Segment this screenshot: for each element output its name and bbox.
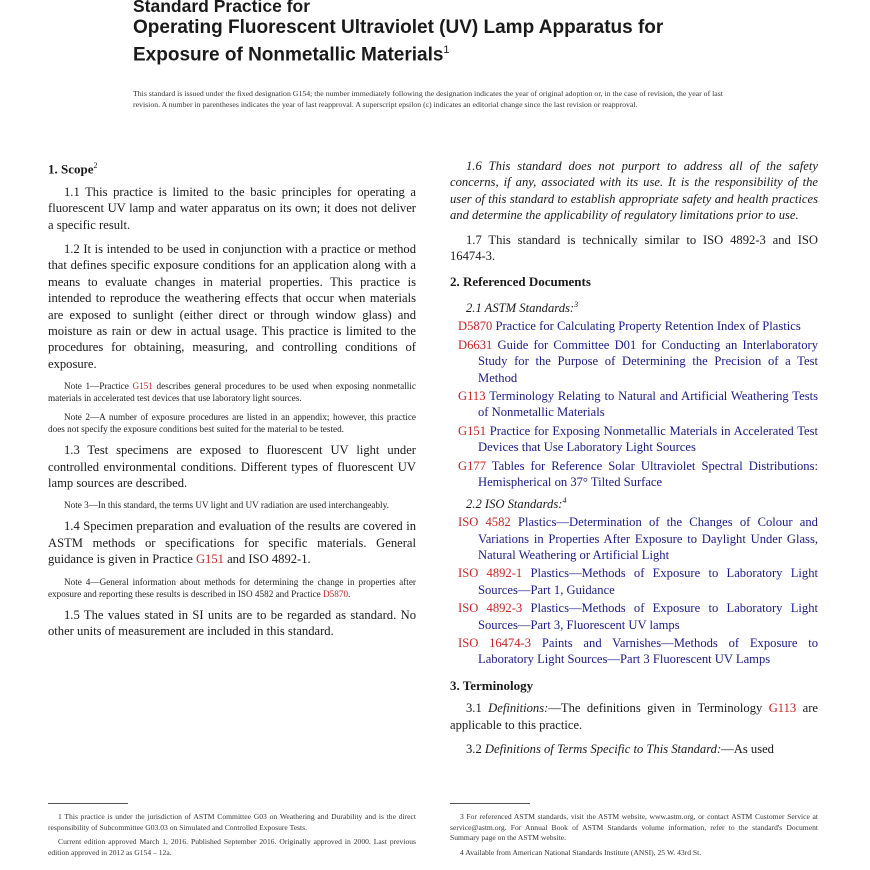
para-1-3: 1.3 Test specimens are exposed to fluorescent UV light under controlled environmental conditions. Different types of fluorescent UV lamp sources are described. (48, 443, 416, 491)
reference-item[interactable]: G151 Practice for Exposing Nonmetallic Materials in Accelerated Test Devices that Use Laboratory Light Sources (458, 423, 818, 455)
footnote-rule-right (450, 803, 530, 804)
ref-link-g113[interactable]: G113 (768, 701, 797, 716)
reference-item[interactable]: ISO 4892-3 Plastics—Methods of Exposure to Laboratory Light Sources—Part 3, Fluorescent UV lamps (458, 601, 819, 632)
ref-link-d5870[interactable]: D5870 (323, 588, 349, 599)
astm-reference-list (450, 318, 818, 490)
right-column (450, 158, 818, 765)
reference-item[interactable]: D5870 Practice for Calculating Property Retention Index of Plastics (458, 319, 801, 334)
footnotes-left (48, 812, 416, 862)
note-2: Note 2—A number of exposure procedures are listed in an appendix; however, this practice does not specify the exposure conditions best suited for the material to be tested. (48, 412, 416, 435)
para-3-1: 3.1 Definitions:—The definitions given in Terminology G113 are applicable to this practice. (450, 701, 818, 732)
para-1-5: 1.5 The values stated in SI units are to be regarded as standard. No other units of measurement are included in this standard. (48, 607, 416, 639)
note-4: Note 4—General information about methods for determining the change in properties after exposure and reporting these results is described in ISO 4582 and Practice D5870. (48, 576, 416, 599)
para-1-7: 1.7 This standard is technically similar to ISO 4892-3 and ISO 16474-3. (450, 232, 818, 264)
footnote-4: 4 Available from American National Standards Institute (ANSI), 25 W. 43rd St. (460, 847, 702, 857)
ref-link-g151[interactable]: G151 (132, 381, 153, 392)
reference-item[interactable]: G113 Terminology Relating to Natural and Artificial Weathering Tests of Nonmetallic Materials (458, 389, 819, 420)
left-column (48, 158, 416, 647)
para-1-1: 1.1 This practice is limited to the basic principles for operating a fluorescent UV lamp and water apparatus on its own; it does not deliver a specific result. (48, 184, 416, 232)
footnote-1: 1 This practice is under the jurisdiction of ASTM Committee G03 on Weathering and Durability and is the direct responsibility of Subcommittee G03.03 on Simulated and Controlled Exposure Tests. (48, 812, 416, 832)
footnote-1-edition: Current edition approved March 1, 2016. Published September 2016. Originally approved in 2000. Last previous edition approved in 2012 as G154 – 12a. (48, 837, 416, 857)
footnote-3: 3 For referenced ASTM standards, visit the ASTM website, www.astm.org, or contact ASTM Customer Service at service@astm.org. For Annual Book of ASTM Standards volume information, refer to the standard's Document Summary page on the ASTM website. (450, 812, 818, 842)
iso-standards-heading: 2.2 ISO Standards:$^4$ (466, 495, 567, 511)
ref-link-g151-b[interactable]: G151 (195, 552, 224, 567)
section-terminology-title: 3. Terminology (450, 677, 534, 693)
title-line-3: Exposure of Nonmetallic Materials$^1$ (133, 44, 450, 66)
reference-item[interactable]: ISO 4892-1 Plastics—Methods of Exposure to Laboratory Light Sources—Part 1, Guidance (458, 566, 819, 597)
preamble: This standard is issued under the fixed designation G154; the number immediately following the designation indicates the year of original adoption or, in the case of revision, the year of last revision. A number in parentheses indicates the year of last reapproval. A superscript epsilon (ε) indicates an editorial change since the last revision or reapproval. (133, 89, 723, 109)
section-referenced-documents-title: 2. Referenced Documents (450, 274, 591, 290)
title-line-1: Standard Practice for (133, 0, 310, 16)
footnote-rule-left (48, 803, 128, 804)
title-line-2: Operating Fluorescent Ultraviolet (UV) Lamp Apparatus for (133, 17, 664, 38)
reference-item[interactable]: D6631 Guide for Committee D01 for Conducting an Interlaboratory Study for the Purpose of Determining the Precision of a Test Method (458, 337, 818, 385)
iso-reference-list (450, 514, 818, 668)
note-3: Note 3—In this standard, the terms UV light and UV radiation are used interchangeably. (64, 500, 389, 511)
para-1-6: 1.6 This standard does not purport to address all of the safety concerns, if any, associated with its use. It is the responsibility of the user of this standard to establish appropriate safety and health practices and determine the applicability of regulatory limitations prior to use. (450, 159, 818, 223)
reference-item[interactable]: ISO 4582 Plastics—Determination of the Changes of Colour and Variations in Properties After Exposure to Daylight Under Glass, Natural Weathering or Artificial Light (458, 515, 818, 562)
section-scope-title: 1. Scope$^2$ (48, 161, 98, 177)
document-header (133, 0, 783, 66)
reference-item[interactable]: ISO 16474-3 Paints and Varnishes—Methods of Exposure to Laboratory Light Sources—Part 3 Fluorescent UV Lamps (458, 635, 819, 667)
note-1: Note 1—Practice G151 describes general procedures to be used when exposing nonmetallic materials in accelerated test devices that use laboratory light sources. (48, 381, 416, 404)
para-3-2: 3.2 Definitions of Terms Specific to This Standard:—As used (466, 741, 774, 756)
para-1-4: 1.4 Specimen preparation and evaluation of the results are covered in ASTM methods or specifications for specific materials. General guidance is given in Practice G151 and ISO 4892-1. (48, 519, 416, 567)
footnotes-right (450, 812, 818, 862)
para-1-2: 1.2 It is intended to be used in conjunction with a practice or method that defines specific exposure conditions for an application along with a means to evaluate changes in material properties. This practice is intended to reproduce the weathering effects that occur when materials are exposed to sunlight (either direct or through window glass) and moisture as rain or dew in actual usage. This practice is limited to the procedures for obtaining, measuring, and controlling conditions of exposure. (48, 241, 416, 371)
astm-standards-heading: 2.1 ASTM Standards:$^3$ (466, 299, 579, 316)
reference-item[interactable]: G177 Tables for Reference Solar Ultraviolet Spectral Distributions: Hemispherical on 37° Tilted Surface (458, 458, 818, 490)
